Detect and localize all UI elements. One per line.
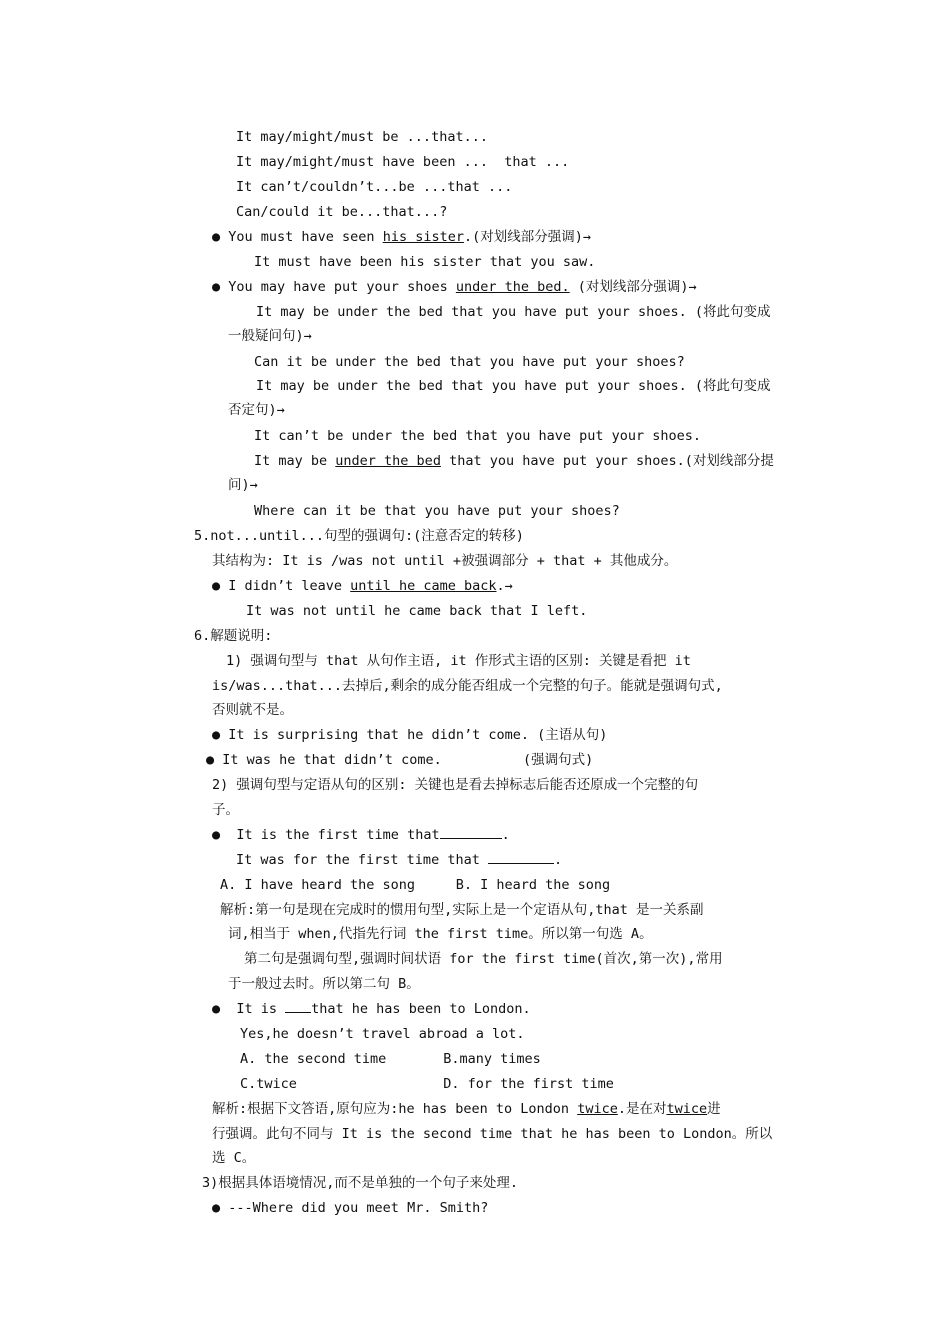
question-line (236, 850, 562, 870)
text-segment: . (501, 827, 510, 843)
text-line: It may/might/must be ...that... (236, 129, 488, 145)
text-line: 解析:第一句是现在完成时的惯用句型,实际上是一个定语从句,that 是一关系副 (220, 902, 704, 918)
text-segment: 解析:根据下文答语,原句应为:he has been to London (212, 1101, 578, 1117)
example-line (212, 227, 591, 247)
example-line (212, 277, 697, 297)
section-heading: 5.not...until...句型的强调句:(注意否定的转移) (194, 528, 524, 544)
options-line: A. the second time B.many times (240, 1051, 541, 1067)
text-line: Can/could it be...that...? (236, 204, 448, 220)
text-line: 否定句)→ (228, 402, 285, 418)
text-segment: .是在对 (617, 1101, 667, 1117)
options-line: A. I have heard the song B. I heard the song (220, 877, 611, 893)
underlined-text: under the bed (335, 453, 441, 469)
text-segment: 进 (707, 1101, 721, 1117)
text-line: 否则就不是。 (212, 702, 293, 718)
text-line: 2) 强调句型与定语从句的区别: 关键也是看去掉标志后能否还原成一个完整的句 (212, 777, 699, 793)
text-line: It may/might/must have been ... that ... (236, 154, 570, 170)
text-segment: It may be (254, 453, 336, 469)
text-segment: . (553, 852, 563, 868)
underlined-text: until he came back (350, 578, 497, 594)
example-line (254, 451, 774, 471)
text-line: 子。 (212, 802, 239, 818)
question-line (212, 999, 531, 1019)
text-segment: (对划线部分强调)→ (569, 279, 697, 295)
text-segment: ● You may have put your shoes (212, 279, 456, 295)
section-heading: 6.解题说明: (194, 628, 273, 644)
text-segment: ● It is (212, 1001, 286, 1017)
text-line: It may be under the bed that you have put your shoes. (将此句变成 (256, 304, 771, 320)
underlined-text: twice (577, 1101, 618, 1117)
text-line: It must have been his sister that you saw. (254, 254, 596, 270)
text-line: 3)根据具体语境情况,而不是单独的一个句子来处理. (202, 1175, 519, 1191)
text-segment: ● It is the first time that (212, 827, 440, 843)
answer-blank (285, 999, 311, 1013)
text-line: 于一般过去时。所以第二句 B。 (228, 976, 420, 992)
text-line: 1) 强调句型与 that 从句作主语, it 作形式主语的区别: 关键是看把 it (226, 653, 691, 669)
options-line: C.twice D. for the first time (240, 1076, 614, 1092)
text-segment: that he has been to London. (311, 1001, 531, 1017)
text-line: It was not until he came back that I left. (246, 603, 588, 619)
underlined-text: twice (666, 1101, 708, 1117)
text-line: 行强调。此句不同与 It is the second time that he has been to London。所以 (212, 1126, 773, 1142)
answer-blank (488, 850, 554, 864)
text-line: 问)→ (228, 477, 258, 493)
text-line: ● It was he that didn’t come. (强调句式) (206, 752, 594, 768)
text-line: 词,相当于 when,代指先行词 the first time。所以第一句选 A。 (228, 926, 653, 942)
text-line: Yes,he doesn’t travel abroad a lot. (240, 1026, 525, 1042)
text-line: It can’t/couldn’t...be ...that ... (236, 179, 513, 195)
text-segment: ● You must have seen (212, 229, 383, 245)
example-line (212, 576, 513, 596)
text-line: is/was...that...去掉后,剩余的成分能否组成一个完整的句子。能就是强调句式, (212, 678, 723, 694)
example-line (212, 1099, 721, 1119)
underlined-text: his sister (382, 229, 464, 245)
text-segment: .(对划线部分强调)→ (463, 229, 591, 245)
answer-blank (440, 825, 502, 839)
text-line: 第二句是强调句型,强调时间状语 for the first time(首次,第一次),常用 (244, 951, 723, 967)
text-segment: that you have put your shoes.(对划线部分提 (440, 453, 774, 469)
text-line: Where can it be that you have put your shoes? (254, 503, 620, 519)
text-segment: ● I didn’t leave (212, 578, 351, 594)
text-segment: .→ (496, 578, 513, 594)
text-segment: It was for the first time that (236, 852, 488, 868)
text-line: 其结构为: It is /was not until +被强调部分 + that + 其他成分。 (212, 553, 678, 569)
text-line: Can it be under the bed that you have put your shoes? (254, 354, 685, 370)
text-line: It may be under the bed that you have put your shoes. (将此句变成 (256, 378, 771, 394)
text-line: ● It is surprising that he didn’t come. (主语从句) (212, 727, 608, 743)
text-line: It can’t be under the bed that you have put your shoes. (254, 428, 702, 444)
text-line: 一般疑问句)→ (228, 328, 312, 344)
underlined-text: under the bed. (455, 279, 570, 295)
text-line: ● ---Where did you meet Mr. Smith? (212, 1200, 489, 1216)
question-line (212, 825, 510, 845)
text-line: 选 C。 (212, 1150, 256, 1166)
